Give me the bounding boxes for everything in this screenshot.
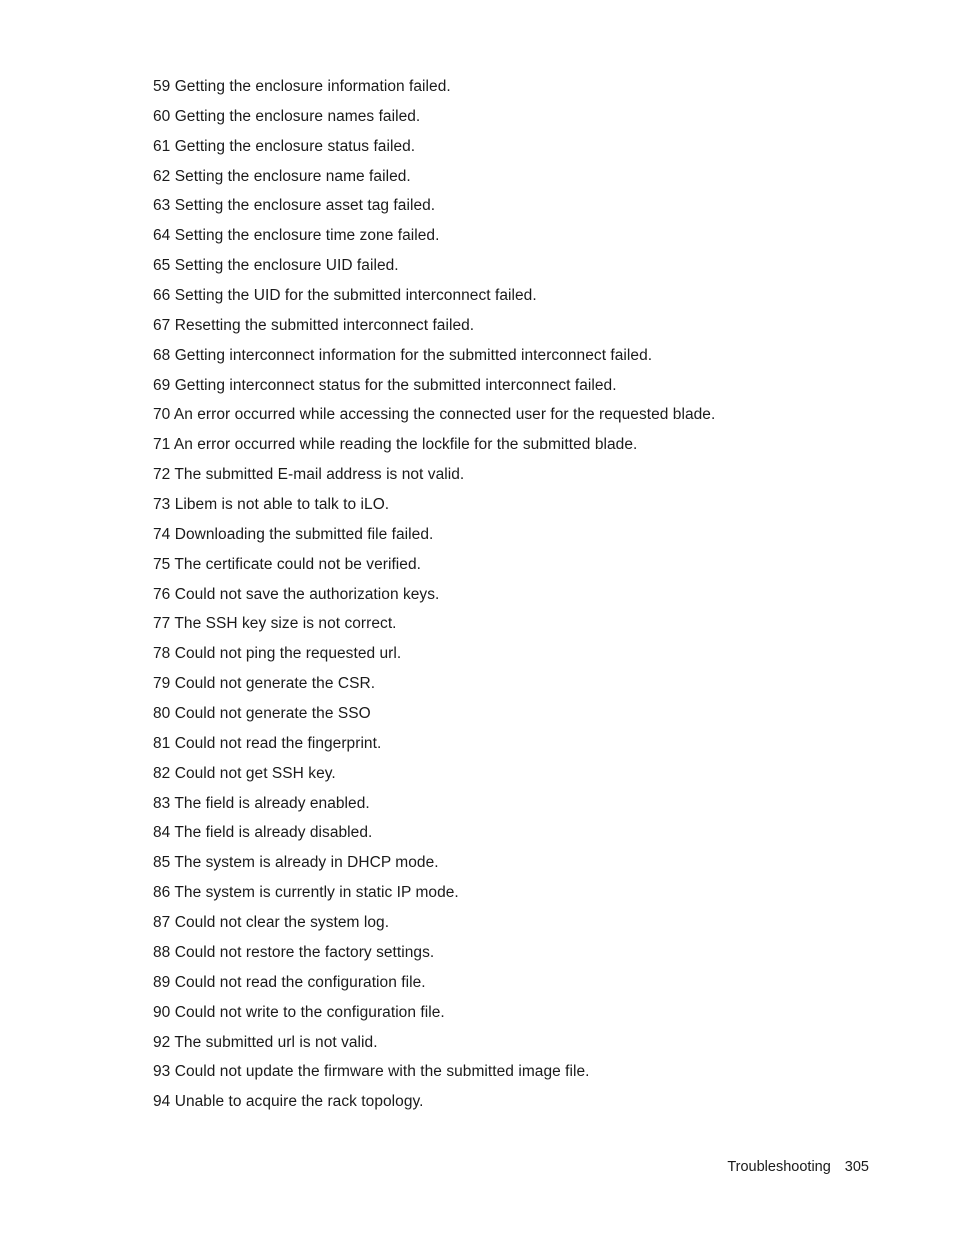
error-code-item: 94 Unable to acquire the rack topology. [153,1093,424,1111]
error-code-item: 78 Could not ping the requested url. [153,645,402,663]
error-code-item: 66 Setting the UID for the submitted interconnect failed. [153,287,537,305]
error-code-item: 85 The system is already in DHCP mode. [153,854,439,872]
error-code-item: 84 The field is already disabled. [153,824,373,842]
error-code-item: 67 Resetting the submitted interconnect failed. [153,316,475,334]
error-code-item: 76 Could not save the authorization keys. [153,585,440,603]
error-code-item: 73 Libem is not able to talk to iLO. [153,496,390,514]
error-code-item: 62 Setting the enclosure name failed. [153,167,411,185]
error-code-item: 88 Could not restore the factory settings. [153,943,435,961]
error-code-item: 83 The field is already enabled. [153,794,370,812]
error-code-item: 65 Setting the enclosure UID failed. [153,257,399,275]
error-code-item: 60 Getting the enclosure names failed. [153,107,421,125]
error-code-item: 70 An error occurred while accessing the connected user for the requested blade. [153,406,716,424]
page-number: 305 [844,1159,869,1175]
error-code-item: 69 Getting interconnect status for the submitted interconnect failed. [153,376,617,394]
error-code-item: 89 Could not read the configuration file. [153,973,426,991]
footer-section-title: Troubleshooting [727,1159,831,1175]
error-code-item: 80 Could not generate the SSO [153,705,371,723]
error-code-item: 68 Getting interconnect information for the submitted interconnect failed. [153,346,653,364]
error-code-item: 59 Getting the enclosure information failed. [153,78,451,95]
error-code-item: 61 Getting the enclosure status failed. [153,137,416,155]
error-code-item: 75 The certificate could not be verified. [153,555,422,573]
error-code-item: 82 Could not get SSH key. [153,764,336,782]
error-code-item: 77 The SSH key size is not correct. [153,615,397,633]
error-code-item: 86 The system is currently in static IP mode. [153,884,459,902]
error-code-item: 72 The submitted E-mail address is not valid. [153,466,465,484]
error-code-item: 71 An error occurred while reading the lockfile for the submitted blade. [153,436,638,454]
error-code-item: 79 Could not generate the CSR. [153,675,376,693]
error-code-item: 87 Could not clear the system log. [153,914,390,932]
error-code-item: 74 Downloading the submitted file failed. [153,525,434,543]
error-code-item: 90 Could not write to the configuration file. [153,1003,445,1021]
error-code-list [153,72,715,1117]
page-footer [727,1156,869,1178]
error-code-item: 93 Could not update the firmware with the submitted image file. [153,1063,590,1081]
error-code-item: 64 Setting the enclosure time zone failed. [153,227,440,245]
error-code-item: 92 The submitted url is not valid. [153,1033,378,1051]
error-code-item: 81 Could not read the fingerprint. [153,734,382,752]
error-code-item: 63 Setting the enclosure asset tag failed. [153,197,436,215]
